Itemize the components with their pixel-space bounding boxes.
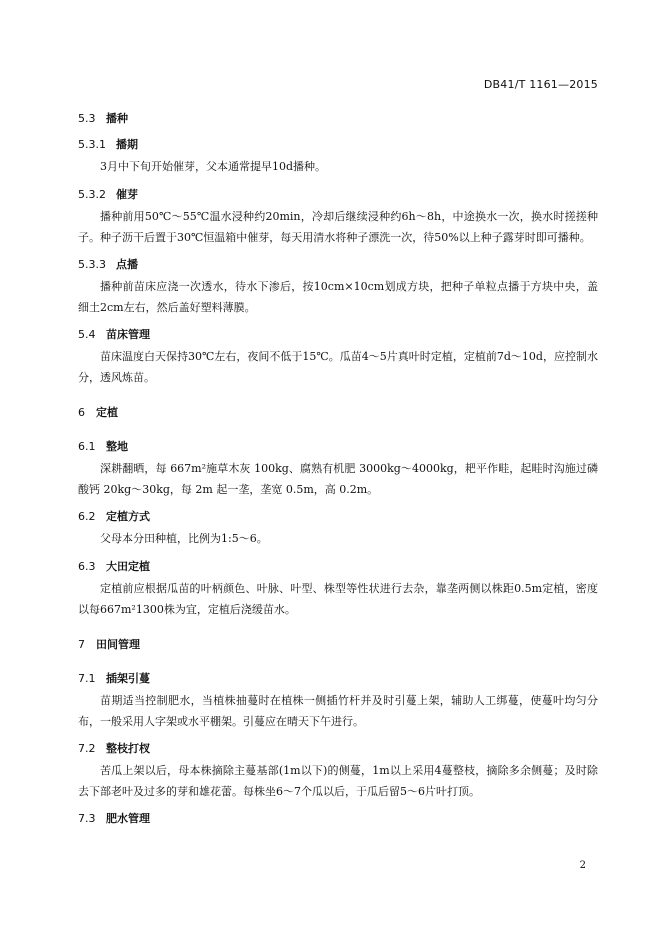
heading-6-3 [78, 558, 150, 574]
paragraph-5-3-3: 播种前苗床应浇一次透水，待水下渗后，按10cm×10cm划成方块，把种子单粒点播于方块中央，盖细土2cm左右，然后盖好塑料薄膜。 [78, 280, 598, 314]
heading-title: 大田定植 [106, 560, 150, 573]
heading-5-4 [78, 326, 150, 342]
heading-title: 田间管理 [96, 638, 140, 651]
heading-title: 点播 [116, 258, 138, 271]
heading-7-1 [78, 670, 150, 686]
heading-number: 5.3.2 [78, 188, 106, 201]
heading-title: 插架引蔓 [106, 672, 150, 685]
heading-5-3-1 [78, 136, 138, 152]
heading-number: 6.1 [78, 440, 96, 453]
paragraph-7-1: 苗期适当控制肥水，当植株抽蔓时在植株一侧插竹杆并及时引蔓上架，辅助人工绑蔓，使蔓叶均匀分布，一般采用人字架或水平棚架。引蔓应在晴天下午进行。 [78, 694, 598, 728]
heading-title: 肥水管理 [106, 812, 150, 825]
paragraph-6-2: 父母本分田种植，比例为1:5～6。 [100, 532, 268, 545]
heading-number: 6.2 [78, 510, 96, 523]
heading-7 [78, 636, 140, 652]
heading-number: 5.3.1 [78, 138, 106, 151]
paragraph-5-3-1: 3月中下旬开始催芽，父本通常提早10d播种。 [100, 160, 327, 173]
heading-title: 整地 [106, 440, 128, 453]
standard-code-header: DB41/T 1161—2015 [483, 78, 598, 91]
heading-5-3-3 [78, 256, 138, 272]
heading-title: 定植方式 [106, 510, 150, 523]
heading-7-3 [78, 810, 150, 826]
paragraph-5-3-2: 播种前用50℃～55℃温水浸种约20min，冷却后继续浸种约6h～8h，中途换水一次，换水时搓搓种子。种子沥干后置于30℃恒温箱中催芽，每天用清水将种子漂洗一次，待50%以上种子露芽时即可播种。 [78, 210, 598, 244]
heading-title: 催芽 [116, 188, 138, 201]
heading-number: 5.3 [78, 112, 96, 125]
heading-title: 定植 [96, 406, 118, 419]
heading-6-2 [78, 508, 150, 524]
heading-number: 7.1 [78, 672, 96, 685]
heading-number: 6 [78, 406, 85, 419]
heading-6 [78, 404, 118, 420]
heading-number: 5.4 [78, 328, 96, 341]
heading-5-3 [78, 110, 128, 126]
heading-title: 播期 [116, 138, 138, 151]
page-number: 2 [579, 860, 586, 871]
heading-6-1 [78, 438, 128, 454]
heading-number: 7 [78, 638, 85, 651]
heading-title: 播种 [106, 112, 128, 125]
heading-number: 6.3 [78, 560, 96, 573]
paragraph-7-2: 苦瓜上架以后，母本株摘除主蔓基部(1m以下)的侧蔓，1m以上采用4蔓整枝，摘除多余侧蔓；及时除去下部老叶及过多的芽和雄花蕾。每株坐6～7个瓜以后，于瓜后留5～6片叶打顶。 [78, 764, 598, 798]
heading-number: 5.3.3 [78, 258, 106, 271]
paragraph-5-4: 苗床温度白天保持30℃左右，夜间不低于15℃。瓜苗4～5片真叶时定植，定植前7d～10d，应控制水分，透风炼苗。 [78, 350, 598, 384]
paragraph-6-3: 定植前应根据瓜苗的叶柄颜色、叶脉、叶型、株型等性状进行去杂，靠垄两侧以株距0.5m定植，密度以每667m²1300株为宜，定植后浇缓苗水。 [78, 582, 598, 616]
heading-7-2 [78, 740, 150, 756]
heading-title: 整枝打杈 [106, 742, 150, 755]
heading-5-3-2 [78, 186, 138, 202]
paragraph-6-1: 深耕翻晒，每 667m²施草木灰 100kg、腐熟有机肥 3000kg～4000kg，耙平作畦，起畦时沟施过磷酸钙 20kg～30kg，每 2m 起一垄，垄宽 0.5m，高 0.2m。 [78, 462, 598, 496]
heading-number: 7.3 [78, 812, 96, 825]
heading-title: 苗床管理 [106, 328, 150, 341]
heading-number: 7.2 [78, 742, 96, 755]
